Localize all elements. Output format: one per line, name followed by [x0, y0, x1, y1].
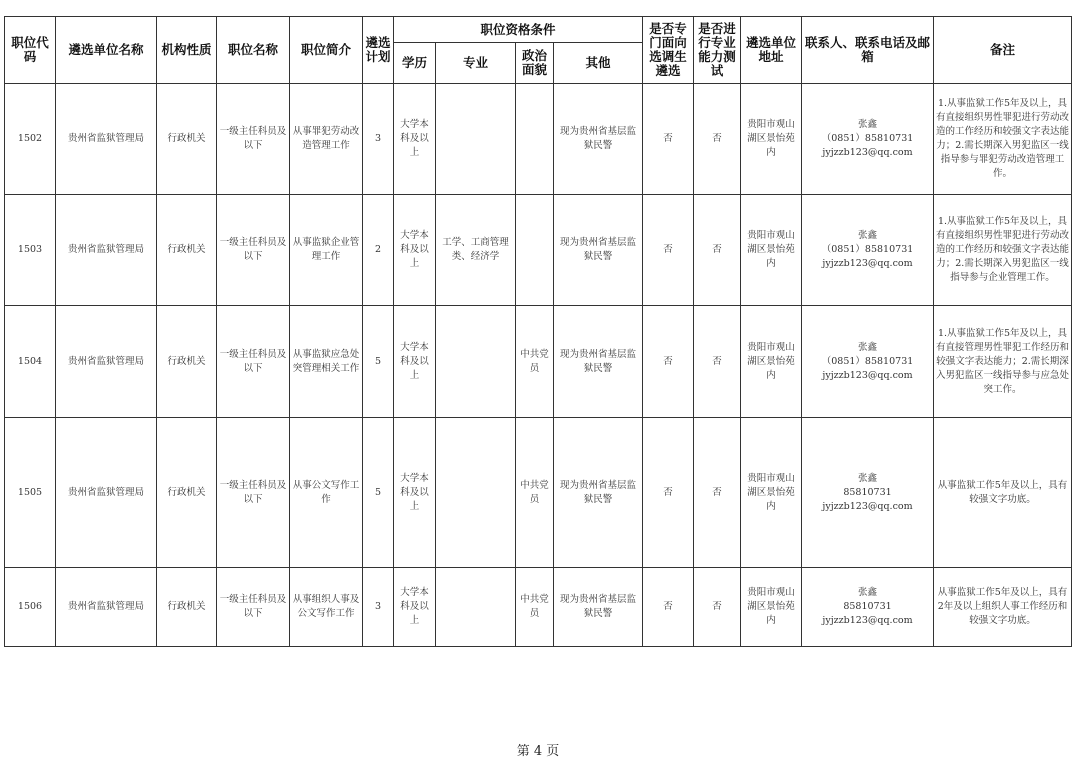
cell-test: 否 [694, 418, 741, 568]
cell-code: 1506 [5, 568, 56, 647]
contact-phone: （0851）85810731 [821, 133, 914, 144]
header-other: 其他 [554, 43, 643, 84]
cell-test: 否 [694, 568, 741, 647]
cell-nature: 行政机关 [157, 84, 217, 195]
cell-political [516, 84, 554, 195]
cell-remarks: 1.从事监狱工作5年及以上，具有直接组织男性罪犯进行劳动改造的工作经历和较强文字表达能力；2.需长期深入男犯监区一线指导参与罪犯劳动改造管理工作。 [934, 84, 1072, 195]
cell-major [436, 84, 516, 195]
cell-political [516, 195, 554, 306]
cell-education: 大学本科及以上 [394, 84, 436, 195]
cell-contact [802, 568, 934, 647]
cell-remarks: 从事监狱工作5年及以上，具有较强文字功底。 [934, 418, 1072, 568]
header-education: 学历 [394, 43, 436, 84]
cell-plan: 3 [363, 568, 394, 647]
contact-email: jyjzzb123@qq.com [822, 147, 913, 158]
contact-email: jyjzzb123@qq.com [822, 258, 913, 269]
header-political: 政治面貌 [516, 43, 554, 84]
header-plan: 遴选计划 [363, 17, 394, 84]
cell-position: 一级主任科员及以下 [217, 195, 290, 306]
header-nature: 机构性质 [157, 17, 217, 84]
cell-education: 大学本科及以上 [394, 418, 436, 568]
contact-email: jyjzzb123@qq.com [822, 369, 913, 381]
table-row [5, 84, 1072, 195]
cell-nature: 行政机关 [157, 568, 217, 647]
cell-test: 否 [694, 84, 741, 195]
contact-name: 张鑫 [858, 119, 878, 130]
cell-plan: 2 [363, 195, 394, 306]
cell-contact [802, 84, 934, 195]
cell-remarks: 1.从事监狱工作5年及以上，具有直接组织男性罪犯进行劳动改造的工作经历和较强文字表达能力；2.需长期深入男犯监区一线指导参与企业管理工作。 [934, 195, 1072, 306]
cell-major [436, 306, 516, 418]
cell-position: 一级主任科员及以下 [217, 306, 290, 418]
cell-unit: 贵州省监狱管理局 [56, 418, 157, 568]
positions-table [4, 16, 1072, 647]
cell-political: 中共党员 [516, 418, 554, 568]
header-code: 职位代码 [5, 17, 56, 84]
cell-position: 一级主任科员及以下 [217, 568, 290, 647]
cell-major [436, 418, 516, 568]
contact-name: 张鑫 [858, 230, 878, 241]
cell-position: 一级主任科员及以下 [217, 84, 290, 195]
cell-plan: 3 [363, 84, 394, 195]
cell-address: 贵阳市观山湖区景怡苑内 [741, 195, 802, 306]
table-row [5, 195, 1072, 306]
cell-contact [802, 306, 934, 418]
cell-targeted: 否 [643, 306, 694, 418]
cell-other: 现为贵州省基层监狱民警 [554, 568, 643, 647]
cell-nature: 行政机关 [157, 306, 217, 418]
cell-contact [802, 418, 934, 568]
cell-targeted: 否 [643, 568, 694, 647]
contact-phone: 85810731 [843, 601, 892, 612]
contact-phone: 85810731 [843, 486, 892, 498]
cell-position: 一级主任科员及以下 [217, 418, 290, 568]
contact-phone: （0851）85810731 [821, 244, 914, 255]
contact-name: 张鑫 [858, 341, 878, 353]
cell-unit: 贵州省监狱管理局 [56, 306, 157, 418]
cell-unit: 贵州省监狱管理局 [56, 195, 157, 306]
cell-education: 大学本科及以上 [394, 306, 436, 418]
header-qualifications: 职位资格条件 [394, 17, 643, 43]
contact-email: jyjzzb123@qq.com [822, 500, 913, 512]
cell-remarks: 1.从事监狱工作5年及以上，具有直接管理男性罪犯工作经历和较强文字表达能力；2.需长期深入男犯监区一线指导参与应急处突工作。 [934, 306, 1072, 418]
cell-other: 现为贵州省基层监狱民警 [554, 418, 643, 568]
contact-email: jyjzzb123@qq.com [822, 615, 913, 626]
cell-targeted: 否 [643, 418, 694, 568]
cell-code: 1502 [5, 84, 56, 195]
cell-code: 1504 [5, 306, 56, 418]
cell-unit: 贵州省监狱管理局 [56, 568, 157, 647]
cell-intro: 从事监狱企业管理工作 [290, 195, 363, 306]
table-row [5, 306, 1072, 418]
cell-targeted: 否 [643, 84, 694, 195]
cell-unit: 贵州省监狱管理局 [56, 84, 157, 195]
table-row [5, 568, 1072, 647]
cell-intro: 从事监狱应急处突管理相关工作 [290, 306, 363, 418]
contact-name: 张鑫 [858, 587, 878, 598]
page-number: 第 4 页 [516, 744, 560, 759]
cell-address: 贵阳市观山湖区景怡苑内 [741, 418, 802, 568]
header-contact: 联系人、联系电话及邮箱 [802, 17, 934, 84]
cell-test: 否 [694, 195, 741, 306]
cell-address: 贵阳市观山湖区景怡苑内 [741, 568, 802, 647]
cell-test: 否 [694, 306, 741, 418]
contact-name: 张鑫 [858, 472, 878, 484]
cell-nature: 行政机关 [157, 418, 217, 568]
cell-political: 中共党员 [516, 306, 554, 418]
contact-phone: （0851）85810731 [821, 355, 914, 367]
cell-targeted: 否 [643, 195, 694, 306]
cell-remarks: 从事监狱工作5年及以上，具有2年及以上组织人事工作经历和较强文字功底。 [934, 568, 1072, 647]
header-major: 专业 [436, 43, 516, 84]
cell-nature: 行政机关 [157, 195, 217, 306]
cell-major: 工学、工商管理类、经济学 [436, 195, 516, 306]
cell-intro: 从事公文写作工作 [290, 418, 363, 568]
cell-code: 1503 [5, 195, 56, 306]
header-intro: 职位简介 [290, 17, 363, 84]
header-remarks: 备注 [934, 17, 1072, 84]
cell-plan: 5 [363, 306, 394, 418]
cell-address: 贵阳市观山湖区景怡苑内 [741, 306, 802, 418]
cell-intro: 从事组织人事及公文写作工作 [290, 568, 363, 647]
header-unit: 遴选单位名称 [56, 17, 157, 84]
header-targeted: 是否专门面向选调生遴选 [643, 17, 694, 84]
cell-other: 现为贵州省基层监狱民警 [554, 84, 643, 195]
table-row [5, 418, 1072, 568]
cell-intro: 从事罪犯劳动改造管理工作 [290, 84, 363, 195]
cell-other: 现为贵州省基层监狱民警 [554, 195, 643, 306]
cell-political: 中共党员 [516, 568, 554, 647]
cell-major [436, 568, 516, 647]
cell-plan: 5 [363, 418, 394, 568]
cell-contact [802, 195, 934, 306]
header-address: 遴选单位地址 [741, 17, 802, 84]
cell-education: 大学本科及以上 [394, 195, 436, 306]
cell-education: 大学本科及以上 [394, 568, 436, 647]
cell-code: 1505 [5, 418, 56, 568]
header-position: 职位名称 [217, 17, 290, 84]
cell-address: 贵阳市观山湖区景怡苑内 [741, 84, 802, 195]
cell-other: 现为贵州省基层监狱民警 [554, 306, 643, 418]
header-test: 是否进行专业能力测试 [694, 17, 741, 84]
